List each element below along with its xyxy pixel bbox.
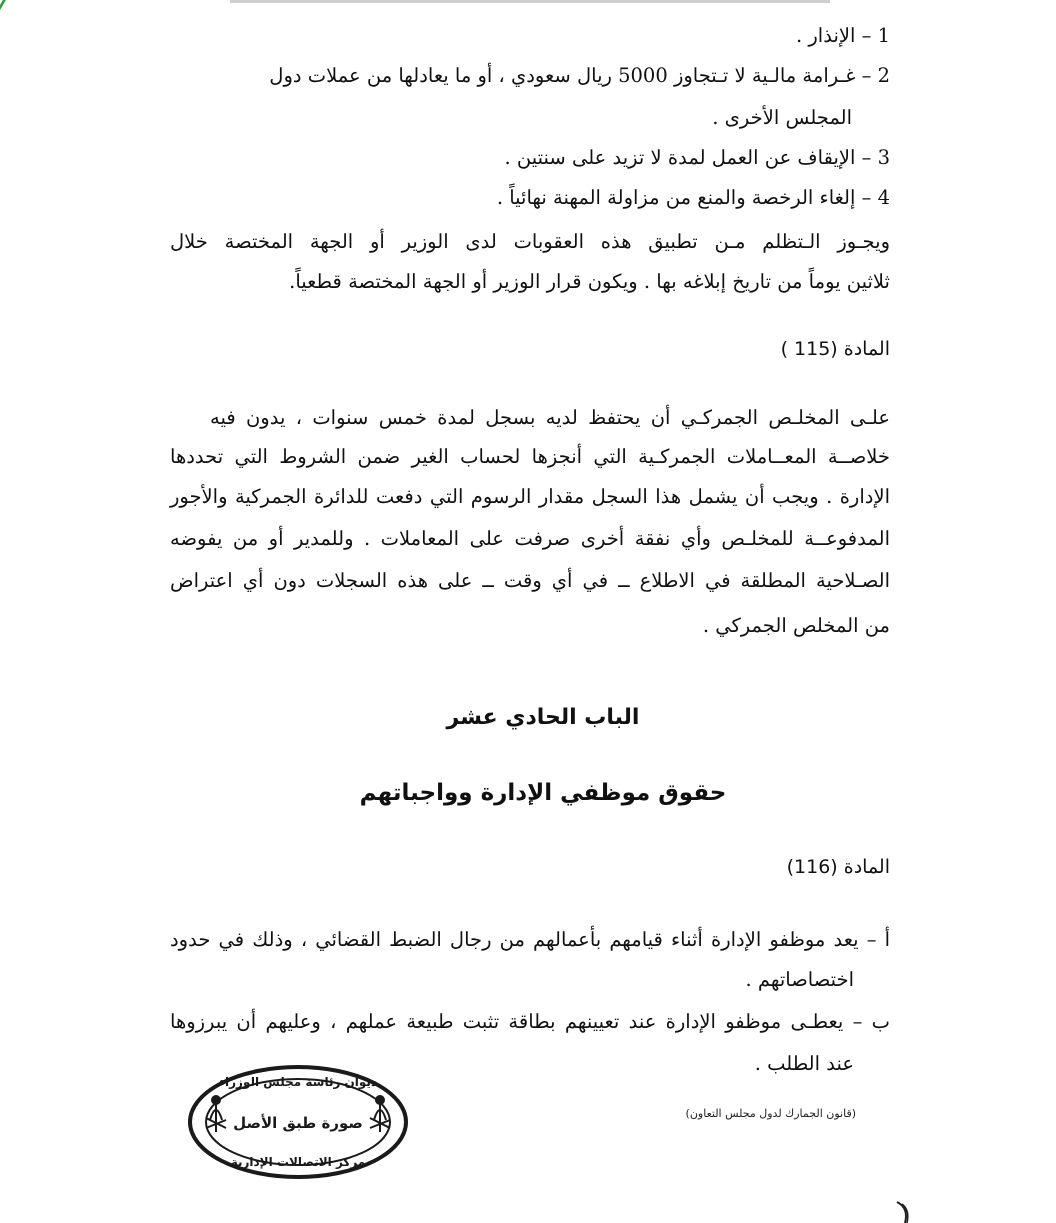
penalty-item-2-continued: المجلس الأخرى . — [712, 106, 852, 129]
article-115-line-4: المدفوعــة للمخلـص وأي نفقة أخرى صرفت على المعاملات . وللمدير أو من يفوضه — [170, 527, 890, 550]
official-stamp — [186, 1062, 410, 1182]
article-116-item-a-continued: اختصاصاتهم . — [745, 968, 854, 991]
corner-mark — [0, 0, 20, 10]
penalty-item-1: 1 – الإنذار . — [795, 24, 890, 47]
article-116-heading: المادة (116) — [786, 856, 890, 878]
article-116-item-b: ب – يعطـى موظفو الإدارة عند تعيينهم بطاقة تثبت طبيعة عملهم ، وعليهم أن يبرزوها — [170, 1010, 890, 1033]
grievance-line-2: ثلاثين يوماً من تاريخ إبلاغه بها . ويكون قرار الوزير أو الجهة المختصة قطعياً. — [289, 270, 890, 293]
penalty-item-4: 4 – إلغاء الرخصة والمنع من مزاولة المهنة نهائياً . — [496, 186, 890, 209]
emblem-left-icon — [206, 1096, 226, 1132]
chapter-subtitle: حقوق موظفي الإدارة وواجباتهم — [359, 780, 727, 806]
article-115-line-5: الصـلاحية المطلقة في الاطلاع ــ في أي وقت ــ على هذه السجلات دون أي اعتراض — [170, 569, 890, 592]
stamp-bottom-text: مركز الاتصالات الإدارية — [230, 1155, 366, 1169]
stamp-middle-text: صورة طبق الأصل — [233, 1114, 363, 1132]
stamp-top-text: ديوان رئاسة مجلس الوزراء — [218, 1075, 378, 1089]
penalty-item-2: 2 – غـرامة مالـية لا تـتجاوز 5000 ريال سعودي ، أو ما يعادلها من عملات دول — [269, 64, 890, 87]
page-curl-mark — [893, 1200, 913, 1223]
chapter-title: الباب الحادي عشر — [446, 705, 640, 730]
article-115-line-3: الإدارة . ويجب أن يشمل هذا السجل مقدار الرسوم التي دفعت للدائرة الجمركية والأجور — [170, 485, 890, 508]
grievance-line-1: ويجـوز الـتظلم مـن تطبيق هذه العقوبات لدى الوزير أو الجهة المختصة خلال — [170, 230, 890, 253]
article-115-heading: المادة (115 ) — [780, 338, 890, 360]
top-rule — [230, 0, 830, 3]
article-116-item-b-continued: عند الطلب . — [754, 1052, 854, 1075]
footer-note: (قانون الجمارك لدول مجلس التعاون) — [685, 1107, 856, 1120]
article-115-line-1: علـى المخلـص الجمركـي أن يحتفظ لديه بسجل لمدة خمس سنوات ، يدون فيه — [210, 406, 890, 429]
penalty-item-3: 3 – الإيقاف عن العمل لمدة لا تزيد على سنتين . — [504, 146, 890, 169]
article-115-line-6: من المخلص الجمركي . — [702, 614, 890, 637]
article-116-item-a: أ – يعد موظفو الإدارة أثناء قيامهم بأعمالهم من رجال الضبط القضائي ، وذلك في حدود — [170, 928, 890, 951]
emblem-right-icon — [370, 1096, 390, 1132]
article-115-line-2: خلاصــة المعــاملات الجمركـية التي أنجزها لحساب الغير ضمن الشروط التي تحددها — [170, 445, 890, 468]
